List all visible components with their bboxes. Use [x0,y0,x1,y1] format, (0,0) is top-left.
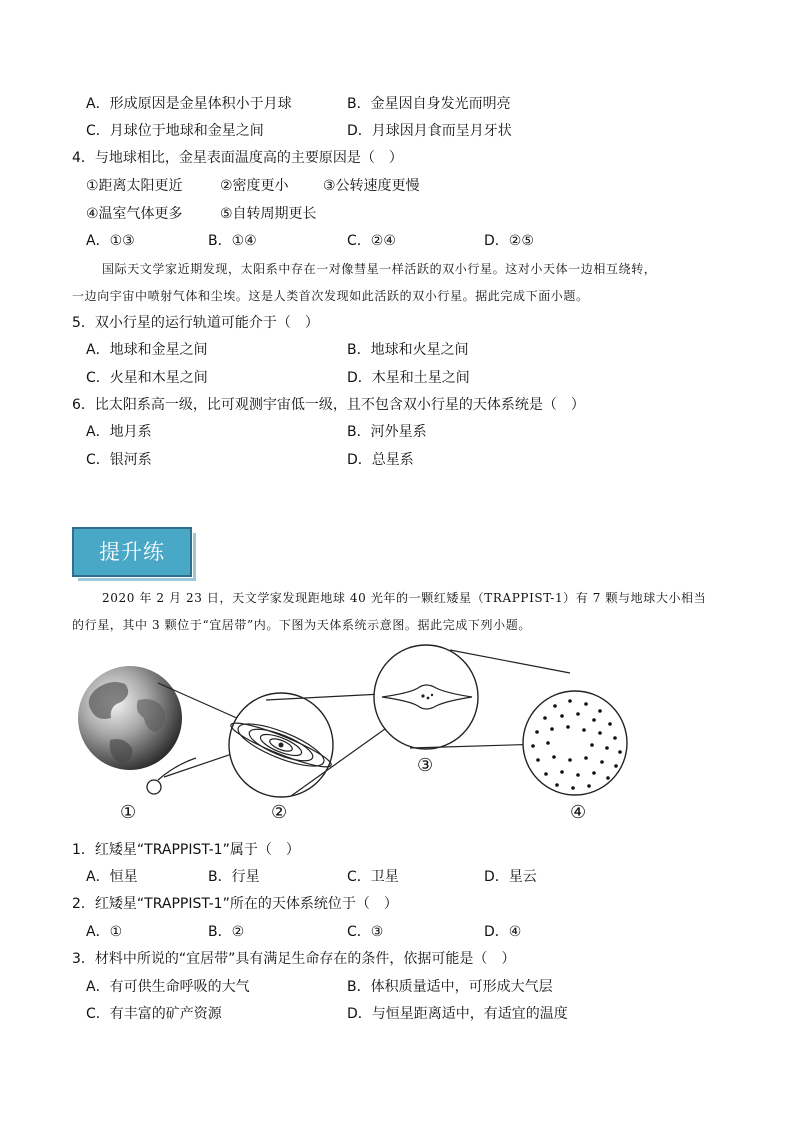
s2q2-option-a: A．① [86,924,123,940]
q6-stem: 6．比太阳系高一级，比可观测宇宙低一级，且不包含双小行星的天体系统是（ ） [72,397,585,413]
s2q2-stem: 2．红矮星“TRAPPIST-1”所在的天体系统位于（ ） [72,896,398,912]
earth-globe [78,666,182,770]
prev-q3-option-d: D．月球因月食而呈月牙状 [347,123,512,139]
s2q1-option-b: B．行星 [208,869,260,885]
q4-item-2: ②密度更小 [220,178,289,194]
s2q3-option-a: A．有可供生命呼吸的大气 [86,979,250,995]
s2q1-option-a: A．恒星 [86,869,138,885]
q5-option-c: C．火星和木星之间 [86,370,208,386]
passage1-line1: 国际天文学家近期发现，太阳系中存在一对像彗星一样活跃的双小行星。这对小天体一边相互绕转， [102,262,657,276]
galaxy-circle [374,645,478,749]
universe-circle [523,691,627,795]
prev-q3-option-c: C．月球位于地球和金星之间 [86,123,264,139]
q4-option-d: D．②⑤ [484,233,534,249]
solar-system-circle [228,693,335,797]
q4-option-c: C．②④ [347,233,396,249]
passage1-line2: 一边向宇宙中喷射气体和尘埃。这是人类首次发现如此活跃的双小行星。据此完成下面小题。 [72,289,589,303]
q5-stem: 5．双小行星的运行轨道可能介于（ ） [72,315,319,331]
q4-stem: 4．与地球相比，金星表面温度高的主要原因是（ ） [72,150,403,166]
s2q3-stem: 3．材料中所说的“宜居带”具有满足生命存在的条件，依据可能是（ ） [72,951,516,967]
passage2-line1: 2020 年 2 月 23 日，天文学家发现距地球 40 光年的一颗红矮星（TRAPPIST-1）有 7 颗与地球大小相当 [102,591,707,605]
s2q2-option-c: C．③ [347,924,384,940]
q5-option-d: D．木星和土星之间 [347,370,470,386]
s2q1-option-c: C．卫星 [347,869,399,885]
s2q3-option-c: C．有丰富的矿产资源 [86,1006,222,1022]
moon [147,780,161,794]
s2q2-option-d: D．④ [484,924,522,940]
q6-option-d: D．总星系 [347,452,414,468]
prev-q3-option-b: B．金星因自身发光而明亮 [347,96,511,112]
s2q3-option-d: D．与恒星距离适中，有适宜的温度 [347,1006,568,1022]
q5-option-b: B．地球和火星之间 [347,342,469,358]
s2q2-option-b: B．② [208,924,245,940]
s2q1-stem: 1．红矮星“TRAPPIST-1”属于（ ） [72,842,300,858]
s2q1-option-d: D．星云 [484,869,537,885]
s2q3-option-b: B．体积质量适中，可形成大气层 [347,979,553,995]
q4-item-4: ④温室气体更多 [86,206,183,222]
q6-option-c: C．银河系 [86,452,152,468]
q4-option-b: B．①④ [208,233,257,249]
q4-option-a: A．①③ [86,233,135,249]
q5-option-a: A．地球和金星之间 [86,342,208,358]
q4-item-1: ①距离太阳更近 [86,178,183,194]
q4-item-5: ⑤自转周期更长 [220,206,317,222]
section-title: 提升练 [99,540,165,564]
q6-option-a: A．地月系 [86,424,152,440]
figure-label-4: ④ [570,802,587,823]
figure-label-1: ① [120,802,137,823]
q4-item-3: ③公转速度更慢 [323,178,420,194]
passage2-line2: 的行星，其中 3 颗位于“宜居带”内。下图为天体系统示意图。据此完成下列小题。 [72,618,531,632]
prev-q3-option-a: A．形成原因是金星体积小于月球 [86,96,292,112]
figure-label-2: ② [271,802,288,823]
q6-option-b: B．河外星系 [347,424,427,440]
figure-label-3: ③ [417,755,434,776]
